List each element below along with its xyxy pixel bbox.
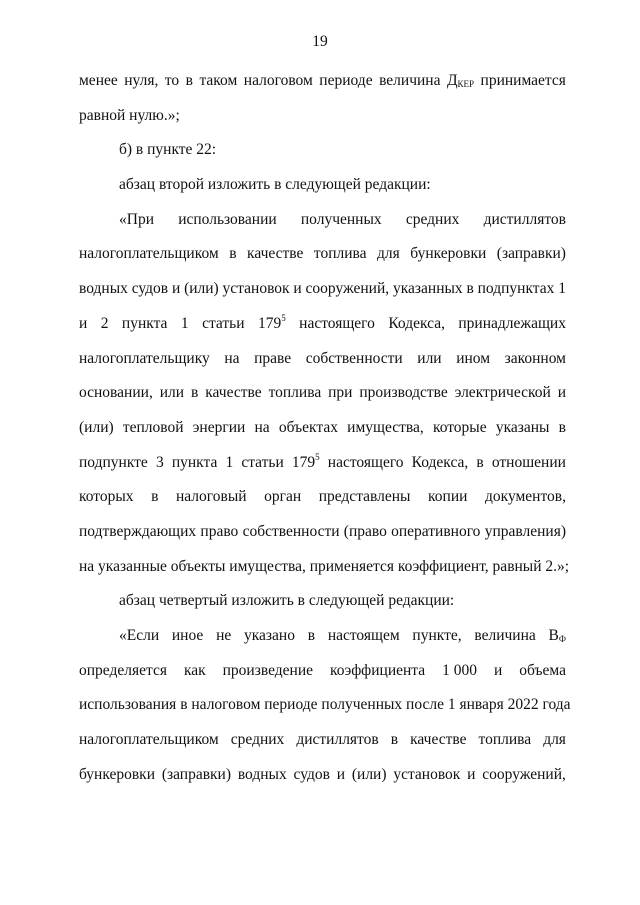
word: или <box>417 349 442 367</box>
word: орган <box>264 488 302 506</box>
word: основании, <box>79 384 153 402</box>
word: и <box>467 765 476 783</box>
word: 3 <box>155 453 164 471</box>
word: дистиллятов <box>483 210 566 228</box>
word: объема <box>519 661 566 679</box>
word: (или) <box>351 765 387 783</box>
word: сооружений, <box>305 280 390 298</box>
article-superscript: 5 <box>281 312 286 323</box>
word: в <box>191 384 199 402</box>
word: Кодекса, <box>388 314 445 332</box>
word: менее <box>79 72 118 89</box>
text-line: равной нулю.»; <box>79 106 180 124</box>
word: налоговом <box>243 72 313 89</box>
word: топлива <box>313 245 367 263</box>
word: для <box>377 245 400 263</box>
word: законном <box>504 349 566 367</box>
text-line <box>79 203 566 238</box>
word: указано <box>244 627 295 644</box>
word: дистиллятов <box>296 731 379 749</box>
word: не <box>216 627 232 644</box>
text-line <box>79 272 566 307</box>
word: и <box>336 765 346 783</box>
word: средних <box>405 210 460 228</box>
word: на <box>254 418 270 436</box>
word: топлива <box>478 731 532 749</box>
word: которые <box>432 418 487 436</box>
word: величина <box>379 72 441 89</box>
text-line <box>79 342 566 377</box>
word: «При <box>119 210 154 228</box>
word: водных <box>237 765 287 783</box>
word: настоящего <box>299 314 375 332</box>
word: в <box>558 418 566 436</box>
word: имущества, <box>347 418 424 436</box>
text-line <box>79 64 566 99</box>
symbol-subscript: КЕР <box>457 79 475 89</box>
word: определяется <box>79 661 167 679</box>
word: или <box>159 384 185 402</box>
article-number: $179^5$ <box>291 451 320 471</box>
article-superscript: 5 <box>315 451 320 462</box>
text-line: абзац четвертый изложить в следующей редакции: <box>119 592 455 610</box>
word: электрической <box>454 384 551 402</box>
document-body <box>79 64 571 792</box>
word: иное <box>171 627 204 644</box>
text-line <box>79 723 566 758</box>
word: в <box>307 627 316 644</box>
word: 1 <box>180 314 189 332</box>
text-line: на указанные объекты имущества, применяется коэффициент, равный 2.»; <box>79 557 570 575</box>
word: на <box>224 349 240 367</box>
word: Кодекса, <box>411 453 469 471</box>
word: и <box>557 384 566 402</box>
word: (право <box>343 522 387 540</box>
word: бункеровки <box>410 245 487 263</box>
word: 1 <box>558 280 566 298</box>
word: 1 000 <box>442 661 477 679</box>
text-line: б) в пункте 22: <box>119 141 217 159</box>
text-line <box>79 376 566 411</box>
text-line <box>79 619 566 654</box>
word: налогоплательщиком <box>79 731 219 749</box>
word: коэффициента <box>329 661 426 679</box>
word: установок <box>393 765 461 783</box>
word: представлены <box>318 488 411 506</box>
word: праве <box>254 349 292 367</box>
word: принадлежащих <box>458 314 566 332</box>
word: топлива <box>268 384 322 402</box>
word: производстве <box>359 384 448 402</box>
word: нуля, <box>124 72 159 89</box>
page-number: 19 <box>312 33 328 50</box>
symbol: $В_Ф$ <box>548 627 566 644</box>
word: отношении <box>491 453 566 471</box>
text-line <box>79 654 566 689</box>
word: качестве <box>247 245 304 263</box>
word: и <box>79 314 88 332</box>
word: подпункте <box>79 453 148 471</box>
word: энергии <box>192 418 246 436</box>
word: (заправки) <box>496 245 566 263</box>
text-line <box>79 480 566 515</box>
word: как <box>183 661 206 679</box>
text-line <box>79 307 566 342</box>
word: право <box>200 522 239 540</box>
word: при <box>328 384 353 402</box>
word: использовании <box>178 210 277 228</box>
word: собственности <box>305 349 403 367</box>
word: объектах <box>278 418 338 436</box>
word: собственности <box>242 522 340 540</box>
word: пункта <box>121 314 168 332</box>
word: документов, <box>485 488 566 506</box>
word: в <box>476 453 484 471</box>
word: судов <box>293 765 330 783</box>
text-line <box>79 411 566 446</box>
word: 1 <box>225 453 234 471</box>
text-line <box>79 515 566 550</box>
word: (заправки) <box>161 765 232 783</box>
word: пункта <box>171 453 218 471</box>
word: и <box>293 280 302 298</box>
word: в <box>390 731 399 749</box>
article-number: $179^5$ <box>257 312 286 332</box>
word: настоящем <box>327 627 400 644</box>
word: подпунктах <box>477 280 555 298</box>
word: налогоплательщиком <box>79 245 219 263</box>
word: установок <box>222 280 290 298</box>
word: статьи <box>202 314 245 332</box>
word: тепловой <box>122 418 184 436</box>
word: в <box>466 280 474 298</box>
word: (или) <box>184 280 219 298</box>
word: качестве <box>410 731 467 749</box>
word: «Если <box>119 627 160 644</box>
symbol-subscript: Ф <box>558 634 566 644</box>
word: периоде <box>319 72 373 89</box>
word: настоящего <box>327 453 404 471</box>
word: средних <box>230 731 285 749</box>
word: в <box>185 72 193 89</box>
word: произведение <box>222 661 313 679</box>
word: сооружений, <box>482 765 566 783</box>
word: оперативного <box>391 522 481 540</box>
text-line <box>79 758 566 793</box>
word: статьи <box>241 453 284 471</box>
word: бункеровки <box>79 765 156 783</box>
word: и <box>171 280 181 298</box>
word: копии <box>428 488 468 506</box>
word: управления) <box>484 522 566 540</box>
text-line <box>79 446 566 481</box>
word: ином <box>456 349 491 367</box>
word: принимается <box>480 72 566 89</box>
word: и <box>493 661 503 679</box>
word: налоговый <box>175 488 247 506</box>
word: качестве <box>205 384 262 402</box>
word: указанных <box>392 280 463 298</box>
word: указаны <box>495 418 550 436</box>
word: то <box>164 72 180 89</box>
word: 2 <box>100 314 109 332</box>
word: судов <box>131 280 169 298</box>
word: пункте, <box>412 627 462 644</box>
word: таком <box>199 72 238 89</box>
word: для <box>543 731 566 749</box>
symbol: $Д_{КЕР}$ <box>446 72 475 89</box>
text-line <box>79 237 566 272</box>
word: полученных <box>300 210 382 228</box>
word: в <box>229 245 237 263</box>
text-line: абзац второй изложить в следующей редакции: <box>119 176 431 194</box>
text-line: использования в налоговом периоде полученных после 1 января 2022 года <box>79 696 571 714</box>
word: подтверждающих <box>79 522 197 540</box>
word: водных <box>79 280 128 298</box>
word: величина <box>474 627 536 644</box>
word: (или) <box>79 418 114 436</box>
word: налогоплательщику <box>79 349 210 367</box>
word: в <box>151 488 159 506</box>
word: которых <box>79 488 134 506</box>
